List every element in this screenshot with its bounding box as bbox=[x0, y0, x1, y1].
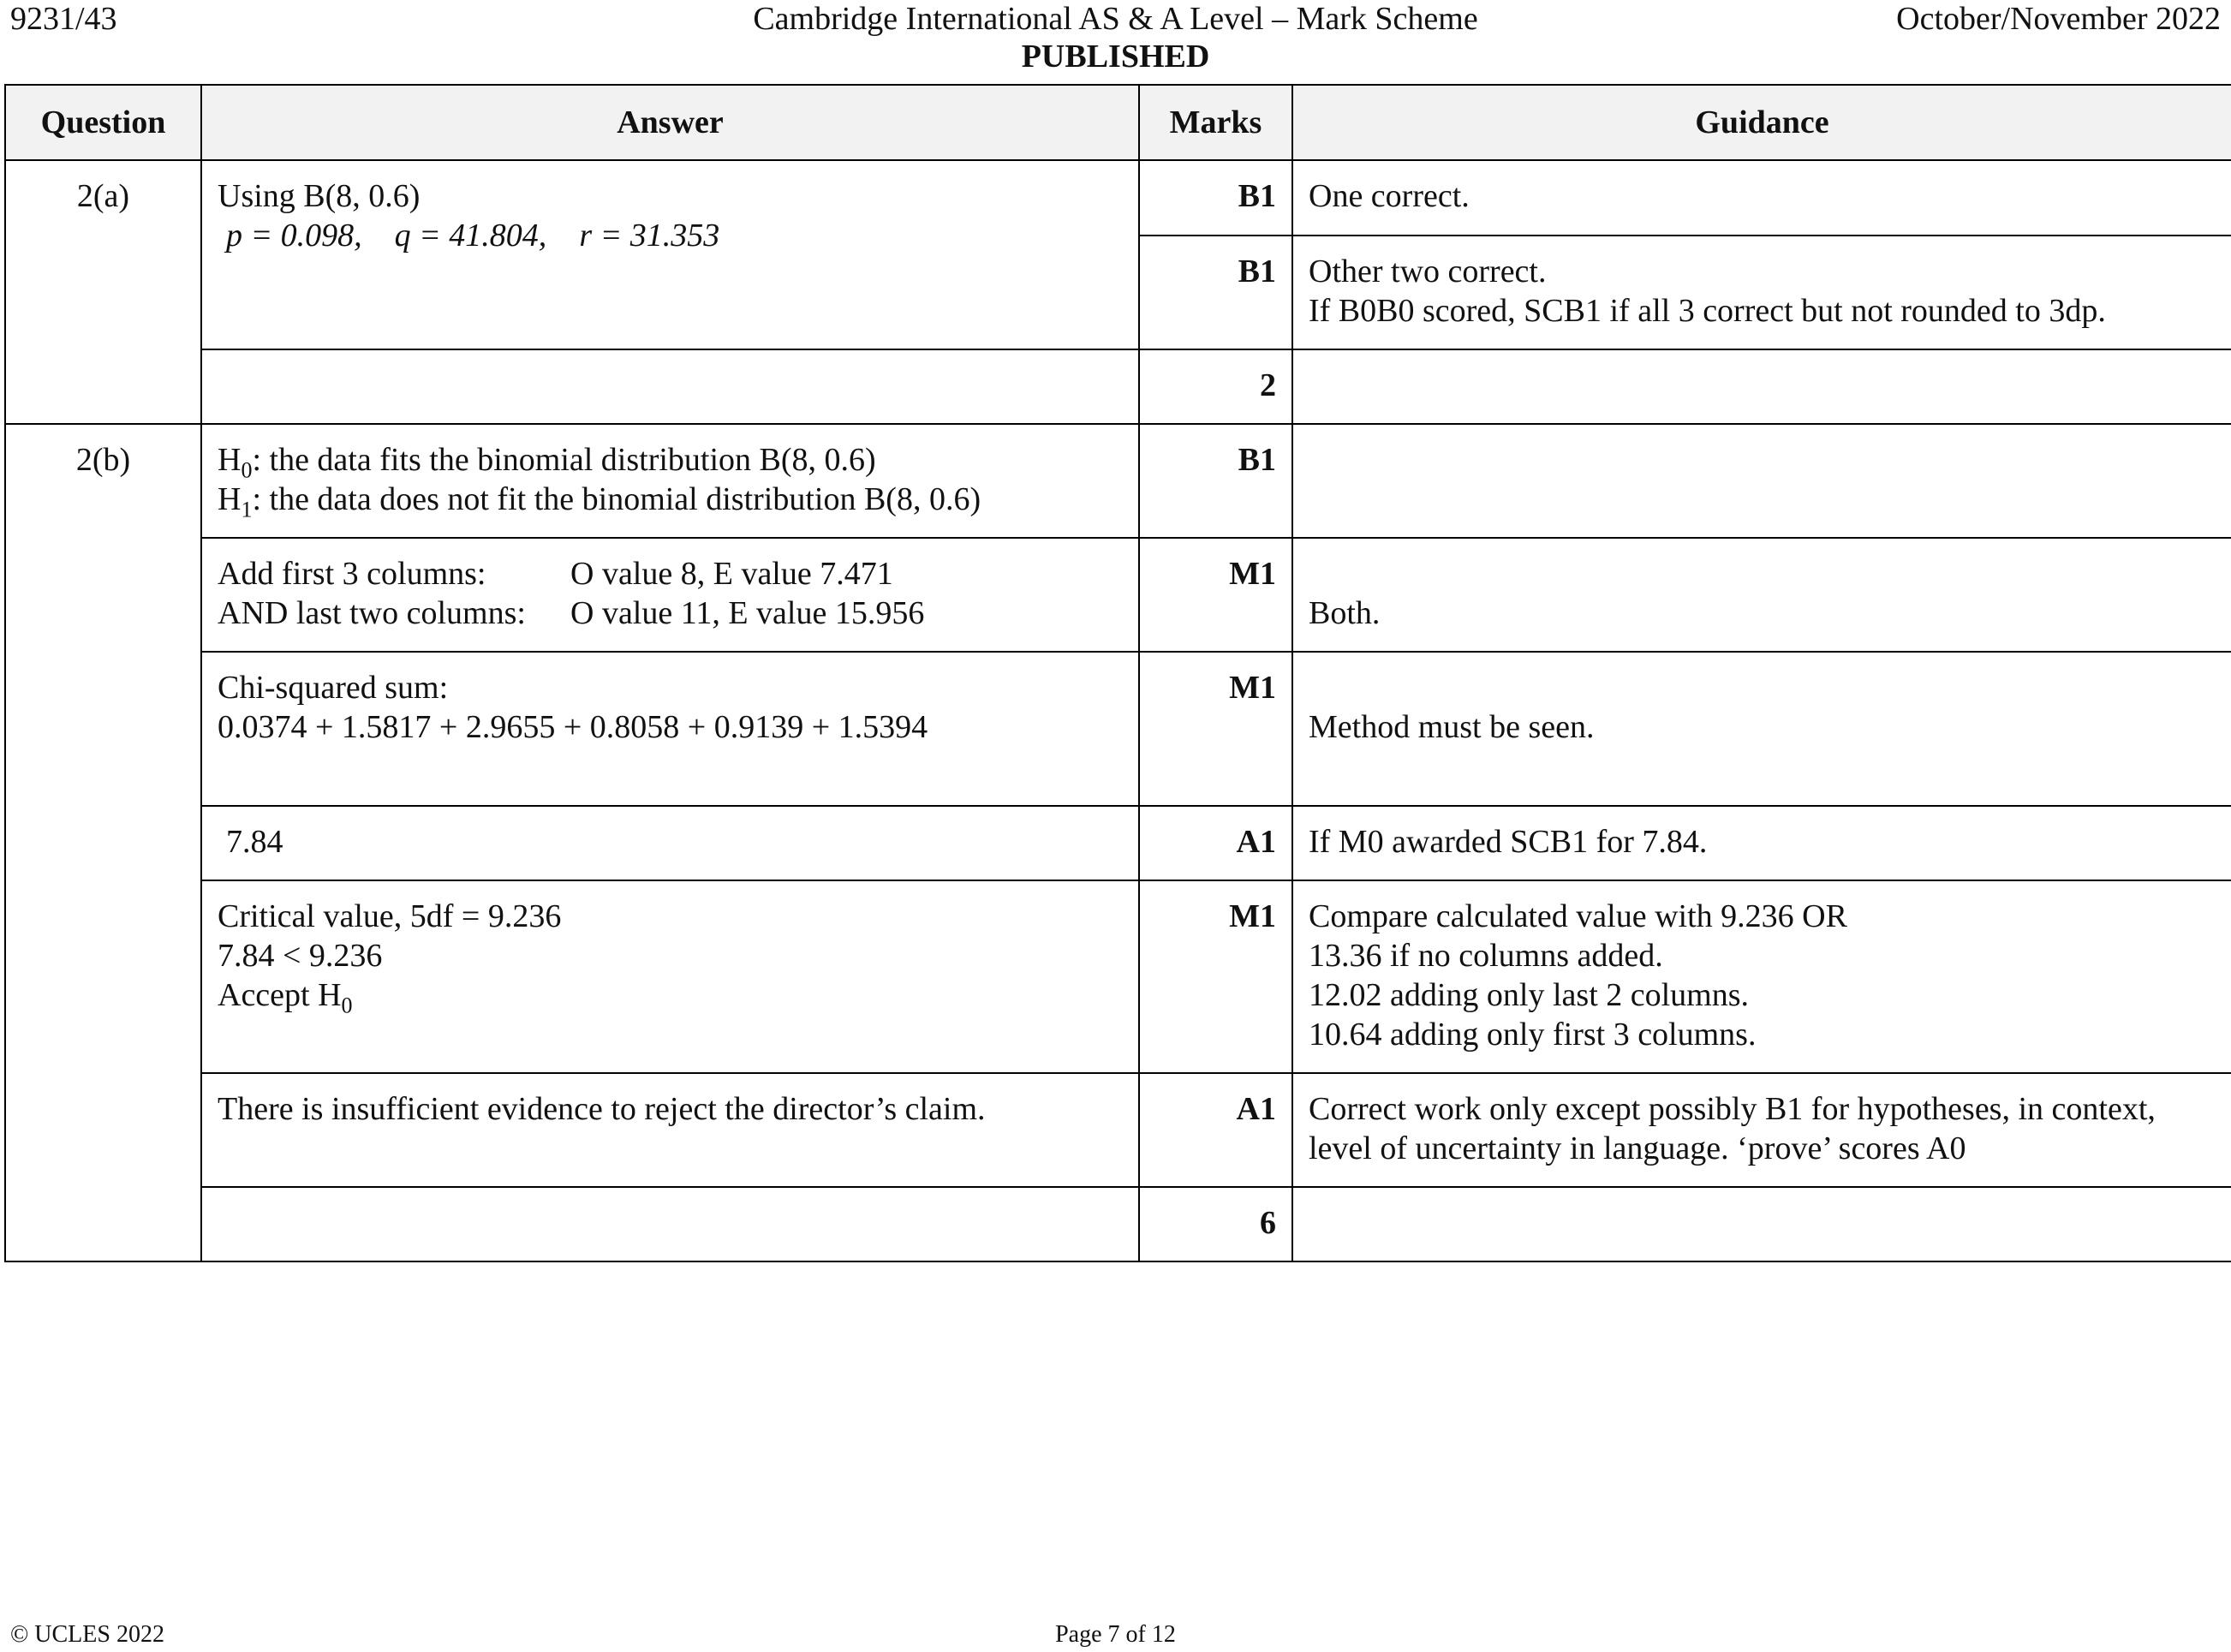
guidance-2b-chi-text: Method must be seen. bbox=[1309, 709, 1595, 745]
guidance-2b-hypotheses-empty bbox=[1292, 424, 2231, 538]
guidance-2a-2 bbox=[1292, 236, 2231, 349]
answer-2a-using: Using B(8, 0.6) bbox=[218, 178, 421, 214]
total-2a: 2 bbox=[1139, 349, 1292, 424]
total-2b: 6 bbox=[1139, 1187, 1292, 1261]
answer-2a-p: p = 0.098, bbox=[226, 218, 362, 253]
alternative-hypothesis bbox=[218, 480, 1123, 522]
answer-2a bbox=[201, 160, 1139, 349]
mark-2b-chi: M1 bbox=[1139, 652, 1292, 806]
critical-comparison: 7.84 < 9.236 bbox=[218, 938, 383, 974]
table-header-row bbox=[5, 85, 2231, 160]
question-label-2b: 2(b) bbox=[5, 424, 201, 1261]
h1-text: : the data does not fit the binomial distribution B(8, 0.6) bbox=[252, 481, 981, 517]
header-answer: Answer bbox=[201, 85, 1139, 160]
h1-symbol: H bbox=[218, 481, 242, 517]
question-label-2a: 2(a) bbox=[5, 160, 201, 424]
table-row bbox=[5, 538, 2231, 652]
answer-2b-result bbox=[201, 806, 1139, 880]
guidance-2b-result: If M0 awarded SCB1 for 7.84. bbox=[1292, 806, 2231, 880]
answer-2a-values bbox=[218, 216, 1123, 255]
document-title: Cambridge International AS & A Level – Mark Scheme bbox=[753, 1, 1478, 37]
guidance-critical-line1: Compare calculated value with 9.236 OR bbox=[1309, 898, 1847, 934]
page-number: Page 7 of 12 bbox=[1055, 1621, 1176, 1648]
table-row bbox=[5, 1073, 2231, 1187]
table-row bbox=[5, 349, 2231, 424]
mark-2b-combine: M1 bbox=[1139, 538, 1292, 652]
answer-2a-r: r = 31.353 bbox=[579, 218, 720, 253]
combine-last-value: O value 11, E value 15.956 bbox=[570, 595, 925, 631]
guidance-2a-1: One correct. bbox=[1292, 160, 2231, 236]
accept-h0 bbox=[218, 975, 1123, 1018]
combine-first-label: Add first 3 columns: bbox=[218, 556, 486, 592]
accept-h0-text: Accept H bbox=[218, 977, 342, 1013]
answer-2a-q: q = 41.804, bbox=[394, 218, 547, 253]
combine-last bbox=[218, 593, 1123, 633]
combine-first bbox=[218, 554, 1123, 593]
mark-2a-1: B1 bbox=[1139, 160, 1292, 236]
table-row bbox=[5, 160, 2231, 236]
mark-2a-2: B1 bbox=[1139, 236, 1292, 349]
guidance-2b-combine-text: Both. bbox=[1309, 595, 1381, 631]
exam-session: October/November 2022 bbox=[1896, 1, 2221, 37]
header-guidance: Guidance bbox=[1292, 85, 2231, 160]
paper-code: 9231/43 bbox=[10, 1, 117, 37]
answer-2b-hypotheses bbox=[201, 424, 1139, 538]
table-row bbox=[5, 652, 2231, 806]
answer-2b-critical bbox=[201, 880, 1139, 1073]
table-row bbox=[5, 1187, 2231, 1261]
mark-2b-hypotheses: B1 bbox=[1139, 424, 1292, 538]
guidance-2a-2-line2: If B0B0 scored, SCB1 if all 3 correct but not rounded to 3dp. bbox=[1309, 293, 2106, 329]
null-hypothesis bbox=[218, 440, 1123, 483]
h1-subscript: 1 bbox=[241, 497, 253, 522]
mark-scheme-table bbox=[4, 84, 2231, 1262]
chi-sum: 0.0374 + 1.5817 + 2.9655 + 0.8058 + 0.9139 + 1.5394 bbox=[218, 709, 928, 745]
combine-first-value: O value 8, E value 7.471 bbox=[570, 556, 893, 592]
guidance-critical-line4: 10.64 adding only first 3 columns. bbox=[1309, 1017, 1757, 1053]
answer-2b-total-empty bbox=[201, 1187, 1139, 1261]
published-label: PUBLISHED bbox=[1021, 39, 1210, 75]
copyright: © UCLES 2022 bbox=[10, 1621, 164, 1648]
mark-2b-conclusion: A1 bbox=[1139, 1073, 1292, 1187]
h0-subscript: 0 bbox=[241, 457, 253, 483]
answer-2b-combine bbox=[201, 538, 1139, 652]
guidance-2b-conclusion bbox=[1292, 1073, 2231, 1187]
guidance-2a-total-empty bbox=[1292, 349, 2231, 424]
guidance-2b-combine bbox=[1292, 538, 2231, 652]
header-question: Question bbox=[5, 85, 201, 160]
mark-2b-result: A1 bbox=[1139, 806, 1292, 880]
guidance-critical-line2: 13.36 if no columns added. bbox=[1309, 938, 1663, 974]
guidance-2a-2-line1: Other two correct. bbox=[1309, 253, 1547, 289]
critical-value: Critical value, 5df = 9.236 bbox=[218, 898, 562, 934]
chi-label: Chi-squared sum: bbox=[218, 670, 449, 706]
guidance-2b-critical bbox=[1292, 880, 2231, 1073]
header-marks: Marks bbox=[1139, 85, 1292, 160]
table-row bbox=[5, 424, 2231, 538]
table-row bbox=[5, 806, 2231, 880]
combine-last-label: AND last two columns: bbox=[218, 595, 526, 631]
guidance-conclusion-line1: Correct work only except possibly B1 for hypotheses, in context, bbox=[1309, 1091, 2156, 1127]
h0-text: : the data fits the binomial distribution B(8, 0.6) bbox=[252, 442, 876, 478]
mark-2b-critical: M1 bbox=[1139, 880, 1292, 1073]
answer-2a-total-empty bbox=[201, 349, 1139, 424]
guidance-2b-total-empty bbox=[1292, 1187, 2231, 1261]
answer-2b-conclusion: There is insufficient evidence to reject the director’s claim. bbox=[201, 1073, 1139, 1187]
guidance-2b-chi bbox=[1292, 652, 2231, 806]
h0-symbol: H bbox=[218, 442, 242, 478]
table-row bbox=[5, 880, 2231, 1073]
result-value: 7.84 bbox=[226, 824, 283, 860]
accept-h0-subscript: 0 bbox=[341, 993, 353, 1018]
guidance-conclusion-line2: level of uncertainty in language. ‘prove’ scores A0 bbox=[1309, 1130, 1966, 1166]
answer-2b-chi bbox=[201, 652, 1139, 806]
guidance-critical-line3: 12.02 adding only last 2 columns. bbox=[1309, 977, 1750, 1013]
